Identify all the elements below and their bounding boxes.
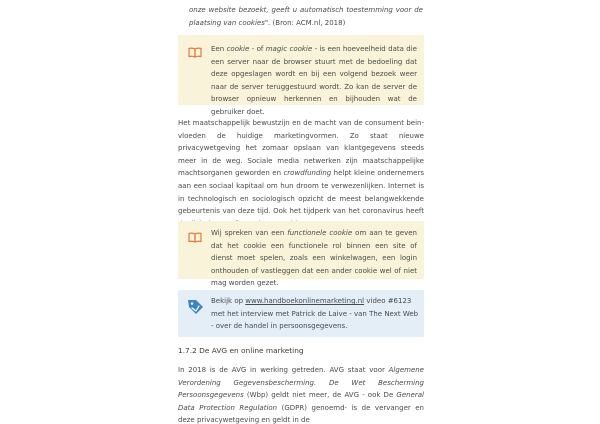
- term-cookie: cookie: [226, 45, 250, 53]
- text-run: (GDPR) genoemd- is de vervanger en deze privacywetgeving en geldt in de: [178, 403, 424, 424]
- text-run: Bekijk op: [211, 297, 246, 305]
- section-heading: 1.7.2 De AVG en online marketing: [178, 346, 304, 355]
- text-run: helpt kleine ondernemers aan een sociaal kapitaal om hun droom te verwezenlijken. Internet is in technologisch en sociologisch opzicht de meest belangwekkende gebeurtenis van deze tijd. Ook het tijdperk van het coronavirus heeft: [178, 169, 424, 216]
- text-run: Een: [211, 45, 227, 53]
- definition-text: [211, 43, 417, 119]
- text-run: [316, 379, 329, 387]
- tag-icon: [187, 298, 204, 315]
- term-wbp: De Wet Bescherming Persoonsgegevens: [178, 378, 424, 400]
- body-paragraph-2: [178, 364, 424, 424]
- video-reference-box: [178, 290, 424, 337]
- term-magic-cookie: magic cookie: [265, 45, 313, 53]
- book-icon: [188, 47, 202, 58]
- text-run: (Wbp) geldt niet meer, de AVG - ook De: [243, 391, 397, 400]
- body-paragraph-1: [178, 117, 424, 230]
- text-run: om aan te geven dat het cookie een functionele rol binnen een site of dienst moet spelen, zoals een winkelwagen, een login onthouden of vastleggen dat een ander cookie wel of niet mag worden gezet.: [211, 229, 417, 288]
- text-run: Het maatschappelijk bewustzijn en de macht van de consument bein- vloeden de huidige marketingvormen. Zo staat nieuwe privacywetgeving het zomaar opslaan van klantgegevens steeds meer in de weg. Sociale media netwerken zijn maatschappelijke machtsorganen geworden en: [178, 119, 424, 178]
- text-run: - is een hoeveelheid data die een server naar de browser stuurt met de bedoeling dat deze opgeslagen wordt en bij een volgend bezoek weer naar de server teruggestuurd wordt. Zo kan de server de browser opnieuw herkennen en bijhouden wat de gebruiker doet.: [211, 45, 417, 116]
- text-run: In 2018 is de AVG in werking getreden. AVG staat voor: [178, 366, 389, 374]
- book-icon: [188, 232, 202, 243]
- definition-text: [211, 227, 417, 290]
- text-run: - of: [249, 45, 266, 53]
- term-avg: Algemene Verordening Gegevensbescherming.: [178, 366, 424, 387]
- definition-box-cookie: [178, 35, 424, 116]
- text-run: video #6123 met het interview met Patrick de Laive - van The Next Web - over de handel in persoonsgegevens.: [211, 297, 419, 331]
- quote-block: [189, 4, 423, 29]
- text-run: Wij spreken van een: [211, 229, 288, 237]
- quote-line-1: onze website bezoekt, geeft u automatisch toestemming voor de: [189, 6, 423, 14]
- website-link[interactable]: www.handboekonlinemarketing.nl: [245, 297, 365, 305]
- video-reference-text: [211, 295, 420, 333]
- term-gdpr: General Data Protection Regulation: [178, 391, 424, 412]
- quote-line-2: plaatsing van cookies".: [189, 18, 271, 27]
- definition-box-functional-cookie: [178, 221, 424, 288]
- term-functional-cookie: functionele cookie: [287, 229, 353, 237]
- quote-source: (Bron: ACM.nl, 2018): [270, 18, 346, 27]
- term-crowdfunding: crowdfunding: [283, 169, 332, 178]
